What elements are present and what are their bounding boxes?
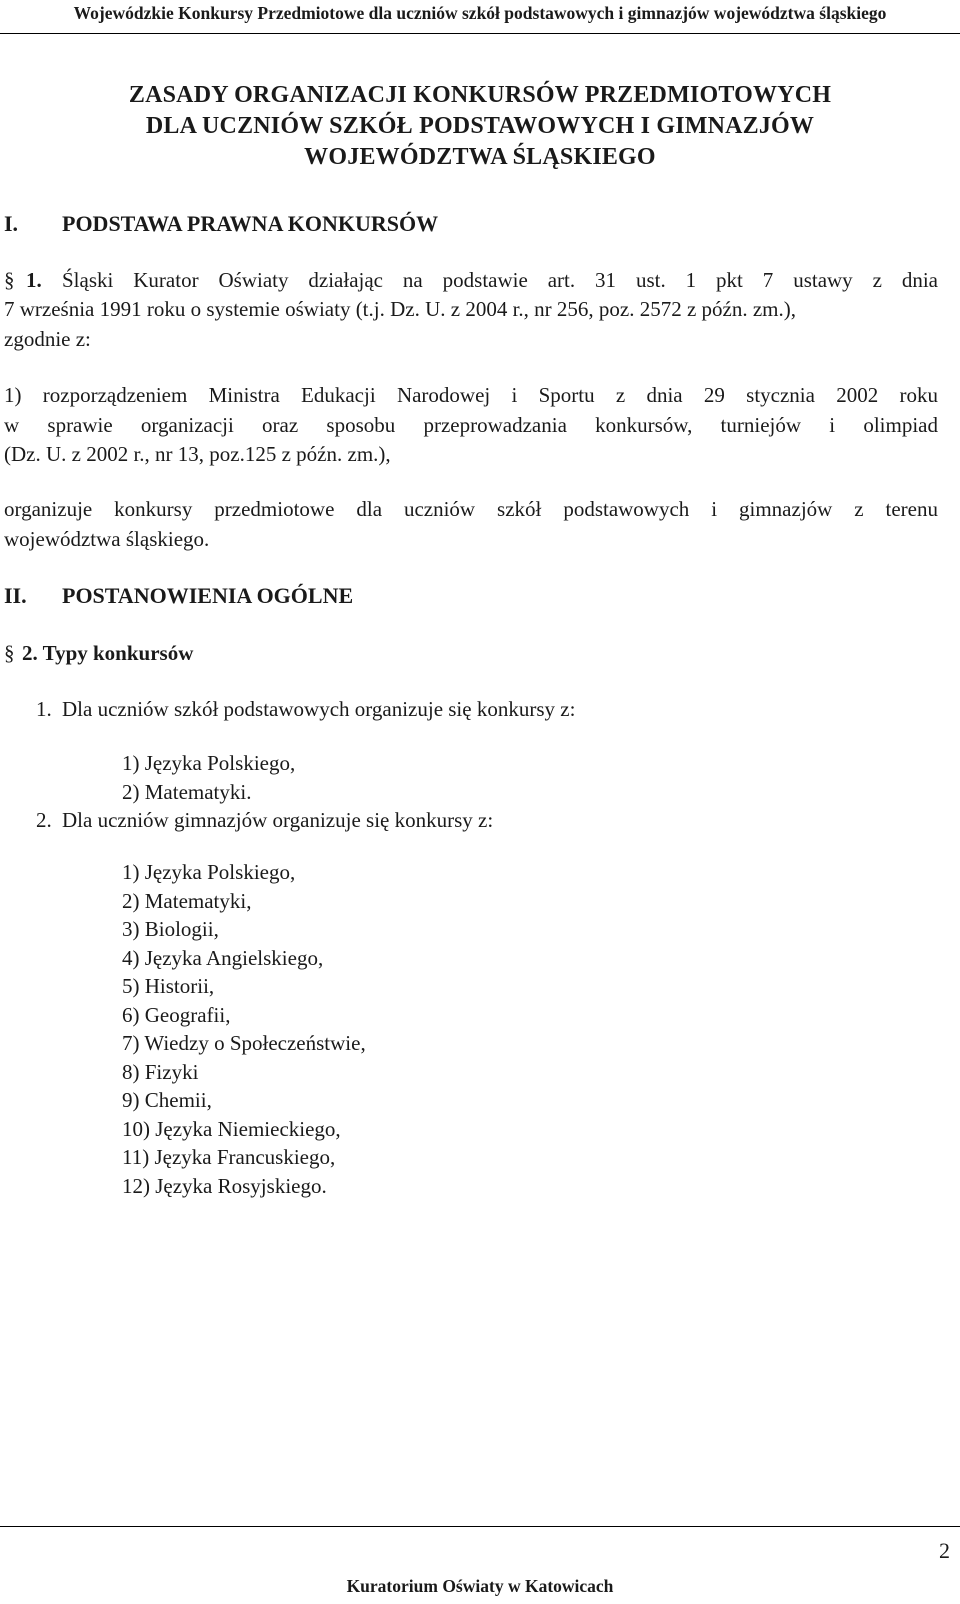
section-1-number: I.: [4, 211, 19, 236]
gymnasium-subject-item: 9) Chemii,: [122, 1088, 212, 1112]
footer-rule: [0, 1526, 960, 1527]
document-title-line-3: WOJEWÓDZTWA ŚLĄSKIEGO: [304, 144, 656, 170]
item-1-number: 1.: [36, 697, 52, 721]
primary-subject-item: 1) Języka Polskiego,: [122, 751, 296, 775]
gymnasium-subject-item: 8) Fizyki: [122, 1060, 199, 1084]
gymnasium-subject-item: 12) Języka Rosyjskiego.: [122, 1174, 327, 1198]
paragraph-1-number: 1.: [26, 268, 42, 292]
organizes-line-1: organizuje konkursy przedmiotowe dla uczniów szkół podstawowych i gimnazjów z terenu: [4, 497, 938, 521]
item-2-text: Dla uczniów gimnazjów organizuje się konkursy z:: [62, 808, 494, 832]
paragraph-1-line-1: Śląski Kurator Oświaty działając na podstawie art. 31 ust. 1 pkt 7 ustawy z dnia: [62, 268, 938, 292]
paragraph-1-line-2: 7 września 1991 roku o systemie oświaty (t.j. Dz. U. z 2004 r., nr 256, poz. 2572 z późn. zm.),: [4, 297, 797, 321]
item-1-text: Dla uczniów szkół podstawowych organizuje się konkursy z:: [62, 697, 576, 721]
document-title-line-2: DLA UCZNIÓW SZKÓŁ PODSTAWOWYCH I GIMNAZJÓW: [145, 113, 815, 139]
regulation-line-3: (Dz. U. z 2002 r., nr 13, poz.125 z późn. zm.),: [4, 442, 391, 466]
paragraph-2-title: 2. Typy konkursów: [22, 641, 194, 665]
document-title-line-1: ZASADY ORGANIZACJI KONKURSÓW PRZEDMIOTOWYCH: [128, 82, 832, 108]
gymnasium-subject-item: 10) Języka Niemieckiego,: [122, 1117, 341, 1141]
section-2-number: II.: [4, 583, 27, 608]
item-2-number: 2.: [36, 808, 52, 832]
header-rule: [0, 33, 960, 34]
gymnasium-subject-item: 7) Wiedzy o Społeczeństwie,: [122, 1031, 366, 1055]
gymnasium-subject-item: 1) Języka Polskiego,: [122, 860, 296, 884]
gymnasium-subject-item: 11) Języka Francuskiego,: [122, 1145, 336, 1169]
gymnasium-subject-item: 4) Języka Angielskiego,: [122, 946, 324, 970]
paragraph-1-symbol: §: [4, 268, 15, 292]
regulation-line-1: 1) rozporządzeniem Ministra Edukacji Narodowej i Sportu z dnia 29 stycznia 2002 roku: [4, 383, 938, 407]
organizes-line-2: województwa śląskiego.: [4, 527, 210, 551]
gymnasium-subject-item: 6) Geografii,: [122, 1003, 231, 1027]
section-1-title: PODSTAWA PRAWNA KONKURSÓW: [62, 211, 439, 236]
page-footer: Kuratorium Oświaty w Katowicach: [346, 1576, 614, 1596]
page-number: 2: [939, 1538, 950, 1563]
section-2-title: POSTANOWIENIA OGÓLNE: [62, 583, 354, 608]
paragraph-2-symbol: §: [4, 641, 15, 665]
regulation-line-2: w sprawie organizacji oraz sposobu przeprowadzania konkursów, turniejów i olimpiad: [4, 413, 938, 437]
primary-subject-item: 2) Matematyki.: [122, 780, 252, 804]
page-header: Wojewódzkie Konkursy Przedmiotowe dla uczniów szkół podstawowych i gimnazjów województwa śląskiego: [73, 3, 887, 23]
paragraph-1-line-3: zgodnie z:: [4, 327, 91, 351]
gymnasium-subject-item: 5) Historii,: [122, 974, 215, 998]
gymnasium-subject-item: 3) Biologii,: [122, 917, 219, 941]
gymnasium-subject-item: 2) Matematyki,: [122, 889, 252, 913]
